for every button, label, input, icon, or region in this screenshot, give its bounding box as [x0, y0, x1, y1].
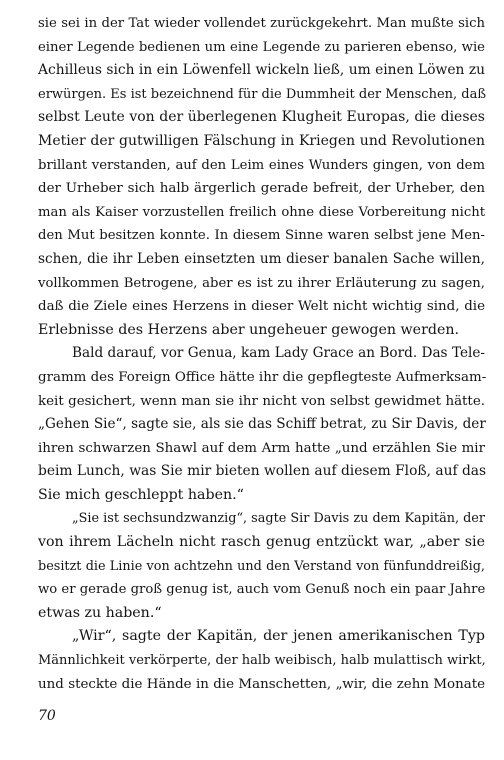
- paragraph: [38, 507, 485, 625]
- text-line: beim Lunch, was Sie mir bieten wollen auf diesem Floß, auf das: [38, 463, 487, 480]
- text-line: selbst Leute von der überlegenen Klugheit Europas, die dieses: [38, 109, 485, 126]
- text-line: „Wir“, sagte der Kapitän, der jenen amerikanischen Typ: [72, 628, 485, 645]
- text-line: vollkommen Betrogene, aber es ist zu ihrer Erläuterung zu sagen,: [38, 275, 485, 291]
- body-text: [38, 12, 485, 696]
- text-line: Bald darauf, vor Genua, kam Lady Grace an Bord. Das Tele-: [72, 345, 485, 362]
- text-line: von ihrem Lächeln nicht rasch genug entzückt war, „aber sie: [38, 534, 485, 551]
- text-line: der Urheber sich halb ärgerlich gerade befreit, der Urheber, den: [38, 181, 485, 197]
- text-line: Metier der gutwilligen Fälschung in Kriegen und Revolutionen: [38, 132, 485, 149]
- paragraph: [38, 625, 485, 696]
- text-line: erwürgen. Es ist bezeichnend für die Dummheit der Menschen, daß: [38, 86, 487, 102]
- text-line: besitzt die Linie von achtzehn und den Verstand von fünfunddreißig,: [38, 558, 485, 574]
- text-line: den Mut besitzen konnte. In diesem Sinne waren selbst jene Men-: [38, 228, 485, 244]
- text-line: Achilleus sich in ein Löwenfell wickeln ließ, um einen Löwen zu: [38, 62, 485, 79]
- text-line: wo er gerade groß genug ist, auch vom Genuß noch ein paar Jahre: [38, 582, 486, 598]
- text-line: und steckte die Hände in die Manschetten, „wir, die zehn Monate: [38, 676, 485, 692]
- text-line: „Sie ist sechsundzwanzig“, sagte Sir Davis zu dem Kapitän, der: [72, 511, 485, 527]
- text-line: daß die Ziele eines Herzens in dieser Welt nicht wichtig sind, die: [38, 299, 485, 315]
- text-line: Erlebnisse des Herzens aber ungeheuer gewogen werden.: [38, 321, 459, 338]
- text-line: gramm des Foreign Office hätte ihr die gepflegteste Aufmerksam-: [38, 369, 487, 385]
- text-line: „Gehen Sie“, sagte sie, als sie das Schiff betrat, zu Sir Davis, der: [38, 416, 486, 433]
- text-line: etwas zu haben.“: [38, 604, 162, 621]
- text-line: sie sei in der Tat wieder vollendet zurückgekehrt. Man mußte sich: [38, 16, 485, 31]
- paragraph: [38, 12, 485, 342]
- page-number: 70: [38, 708, 56, 724]
- paragraph: [38, 342, 485, 507]
- text-line: brillant verstanden, auf den Leim eines Wunders gingen, von dem: [38, 157, 485, 173]
- text-line: schen, die ihr Leben einsetzten um dieser banalen Sache willen,: [38, 250, 485, 267]
- text-line: keit gesichert, wenn man sie ihr nicht von selbst gewidmet hätte.: [38, 393, 485, 409]
- text-line: einer Legende bedienen um eine Legende zu parieren ebenso, wie: [38, 39, 485, 55]
- text-line: man als Kaiser vorzustellen freilich ohne diese Vorbereitung nicht: [38, 204, 485, 220]
- text-line: ihren schwarzen Shawl auf dem Arm hatte „und erzählen Sie mir: [38, 440, 485, 456]
- text-line: Männlichkeit verkörperte, der halb weibisch, halb mulattisch wirkt,: [38, 653, 486, 669]
- text-line: Sie mich geschleppt haben.“: [38, 486, 244, 503]
